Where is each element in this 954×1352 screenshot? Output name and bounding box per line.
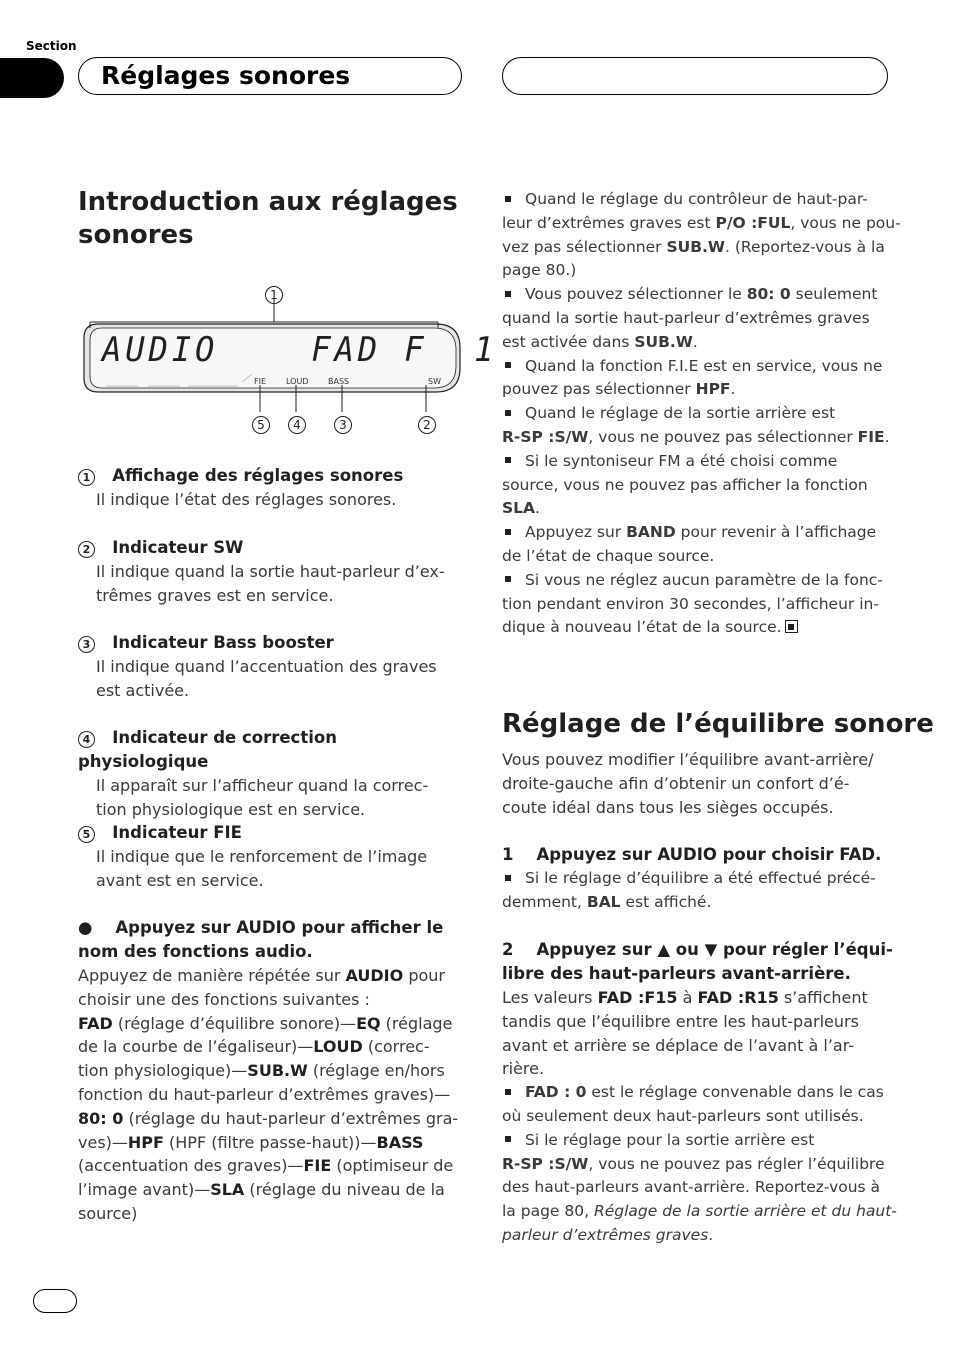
section-title: Réglages sonores xyxy=(78,57,462,95)
page-number-box xyxy=(33,1289,77,1313)
item-body-line: tion physiologique est en service. xyxy=(96,799,366,819)
callout-2: 2 xyxy=(418,416,436,434)
item-body-line: Il indique l’état des réglages sonores. xyxy=(96,490,397,509)
step-bullet: ● xyxy=(78,918,93,937)
note-item: Quand la fonction F.I.E est en service, vous ne pouvez pas sélectionner HPF. xyxy=(502,356,883,399)
item-body-line: trêmes graves est en service. xyxy=(96,585,334,605)
balance-heading: Réglage de l’équilibre sonore xyxy=(502,709,934,739)
end-mark-icon xyxy=(785,620,798,633)
intro-heading-line2: sonores xyxy=(78,220,194,250)
callout-3: 3 xyxy=(334,416,352,434)
header-empty-pill xyxy=(502,57,888,95)
item-body-line: est activée. xyxy=(96,680,190,700)
section-tab xyxy=(0,58,64,98)
bullet-square-icon xyxy=(505,362,511,368)
legend-item xyxy=(78,464,468,512)
callout-5: 5 xyxy=(252,416,270,434)
step-2-note: FAD : 0 est le réglage convenable dans le cas où seulement deux haut-parleurs sont utilisés. xyxy=(502,1083,884,1125)
balance-intro: Vous pouvez modifier l’équilibre avant-arrière/ droite-gauche afin d’obtenir un confort d’é- coute idéal dans tous les sièges occupés. xyxy=(502,750,874,817)
lcd-bass-indicator: BASS xyxy=(328,377,350,386)
lcd-sw-indicator: SW xyxy=(428,377,441,386)
step-title-line: Appuyez sur AUDIO pour afficher le xyxy=(115,918,444,937)
bullet-square-icon xyxy=(505,576,511,582)
item-body-line: avant est en service. xyxy=(96,870,264,890)
callout-1: 1 xyxy=(265,286,283,304)
bullet-square-icon xyxy=(505,196,511,202)
bullet-square-icon xyxy=(505,529,511,535)
step-1 xyxy=(502,843,892,915)
bullet-square-icon xyxy=(505,1089,511,1095)
callout-4: 4 xyxy=(288,416,306,434)
step-2-note: Si le réglage pour la sortie arrière est R-SP :S/W, vous ne pouvez pas régler l’équilibre des haut-parleurs avant-arrière. Reportez-vous à la page 80, Réglage de la sortie arrière et du haut- parleur d’extrêmes graves. xyxy=(502,1130,897,1244)
bullet-square-icon xyxy=(505,410,511,416)
item-body-line: Il apparaît sur l’afficheur quand la correc- xyxy=(96,776,429,795)
step-paragraph: Appuyez de manière répétée sur AUDIO pour choisir une des fonctions suivantes : FAD (réglage d’équilibre sonore)—EQ (réglage de la courbe de l’égaliseur)—LOUD (correc- tion physiologique)—SUB.W (réglage en/hors fonction du haut-parleur d’extrêmes graves)— 80: 0 (réglage du haut-parleur d’extrêmes gra- ves)—HPF (HPF (filtre passe-haut))—BASS (accentuation des graves)—FIE (optimiseur de l’image avant)—SLA (réglage du niveau de la source) xyxy=(78,966,459,1223)
bullet-square-icon xyxy=(505,1136,511,1142)
legend-item xyxy=(78,726,468,822)
step-number: 1 xyxy=(502,845,514,864)
bullet-square-icon xyxy=(505,291,511,297)
item-title: Indicateur de correction physiologique xyxy=(78,728,337,771)
step-title-line: libre des haut-parleurs avant-arrière. xyxy=(502,964,851,983)
step-2 xyxy=(502,938,897,1248)
item-number: 2 xyxy=(78,541,95,558)
step-title: Appuyez sur AUDIO pour choisir FAD. xyxy=(536,845,882,864)
section-label: Section xyxy=(26,39,77,53)
step-1-note: Si le réglage d’équilibre a été effectué précé- demment, BAL est affiché. xyxy=(502,869,876,911)
notes-list xyxy=(502,188,901,640)
intro-heading-line1: Introduction aux réglages xyxy=(78,187,458,217)
item-body-line: Il indique quand l’accentuation des graves xyxy=(96,657,437,676)
lcd-main-text: AUDIO FAD F 1 xyxy=(102,330,498,370)
note-item: Vous pouvez sélectionner le 80: 0 seulement quand la sortie haut-parleur d’extrêmes graves est activée dans SUB.W. xyxy=(502,285,878,351)
note-item: Quand le réglage de la sortie arrière est R-SP :S/W, vous ne pouvez pas sélectionner FIE. xyxy=(502,404,890,446)
item-number: 4 xyxy=(78,731,95,748)
intro-heading xyxy=(78,186,458,252)
note-item: Si vous ne réglez aucun paramètre de la fonc- tion pendant environ 30 secondes, l’afficheur in- dique à nouveau l’état de la source. xyxy=(502,570,883,637)
audio-step xyxy=(78,916,468,1226)
item-number: 5 xyxy=(78,826,95,843)
item-title: Indicateur SW xyxy=(112,538,244,557)
legend-item xyxy=(78,536,468,608)
item-number: 3 xyxy=(78,636,95,653)
bullet-square-icon xyxy=(505,875,511,881)
item-title: Affichage des réglages sonores xyxy=(112,466,404,485)
step-title-line: nom des fonctions audio. xyxy=(78,942,313,961)
legend-item xyxy=(78,631,468,703)
legend-item xyxy=(78,821,468,893)
note-item: Appuyez sur BAND pour revenir à l’affichage de l’état de chaque source. xyxy=(502,523,877,565)
item-body-line: Il indique quand la sortie haut-parleur d’ex- xyxy=(96,562,445,581)
lcd-fie-indicator: FIE xyxy=(254,377,267,386)
note-item: Si le syntoniseur FM a été choisi comme source, vous ne pouvez pas afficher la fonction SLA. xyxy=(502,451,868,518)
item-number: 1 xyxy=(78,469,95,486)
item-title: Indicateur Bass booster xyxy=(112,633,334,652)
lcd-loud-indicator: LOUD xyxy=(286,377,309,386)
item-body-line: Il indique que le renforcement de l’image xyxy=(96,847,428,866)
step-number: 2 xyxy=(502,940,514,959)
note-item: Quand le réglage du contrôleur de haut-par- leur d’extrêmes graves est P/O :FUL, vous ne pou- vez pas sélectionner SUB.W. (Reportez-vous à la page 80.) xyxy=(502,190,901,280)
step-2-paragraph: Les valeurs FAD :F15 à FAD :R15 s’affichent tandis que l’équilibre entre les haut-parleurs avant et arrière se déplace de l’avant à l’ar- rière. xyxy=(502,988,868,1079)
bullet-square-icon xyxy=(505,457,511,463)
step-title-line: Appuyez sur ▲ ou ▼ pour régler l’équi- xyxy=(536,940,893,959)
item-title: Indicateur FIE xyxy=(112,823,242,842)
display-diagram xyxy=(78,282,498,442)
